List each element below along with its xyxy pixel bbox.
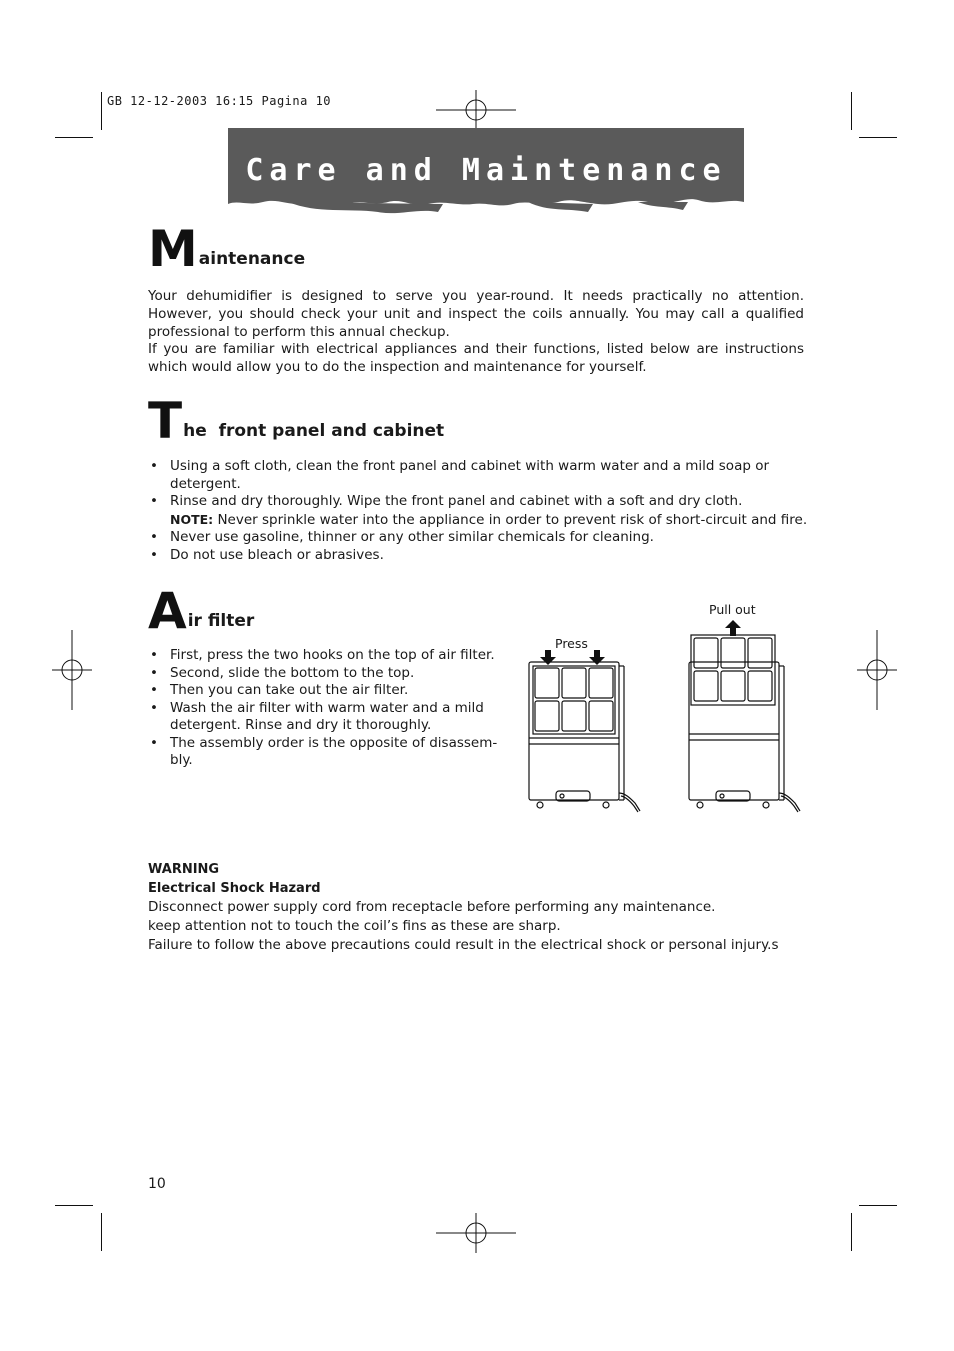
list-item [148,547,808,565]
registration-mark-icon [436,90,516,130]
warning-title: WARNING [148,862,220,877]
warning-line: Failure to follow the above precautions could result in the electrical shock or personal injury.s [148,937,779,953]
drop-cap: M [148,220,198,278]
list-item-text: Using a soft cloth, clean the front panel and cabinet with warm water and a mild soap or detergent. [170,458,770,492]
bullet-icon: • [150,546,158,563]
bullet-list [148,647,503,770]
figure-label-press: Press [555,636,588,651]
arrow-down-icon [540,650,605,665]
bullet-icon: • [150,458,158,474]
list-item [148,493,808,511]
bullet-icon: • [150,647,158,663]
section-heading-text: he front panel and cabinet [183,421,445,441]
list-item [148,700,503,735]
crop-mark-icon [859,1205,897,1206]
bullet-icon: • [150,734,158,751]
paragraph: If you are familiar with electrical appliances and their functions, listed below are instructions which would allow you to do the inspection and maintenance for yourself. [148,341,804,375]
drop-cap: T [148,392,183,450]
page-title: Care and Maintenance [245,153,727,188]
list-item-text: First, press the two hooks on the top of air filter. [170,647,495,663]
drop-cap: A [148,582,187,640]
warning-block [148,860,828,955]
crop-mark-icon [851,1213,852,1251]
crop-mark-icon [851,92,852,130]
warning-line: keep attention not to touch the coil’s fins as these are sharp. [148,918,561,934]
figure-label-pull-out: Pull out [709,602,756,617]
section-heading-air-filter [148,582,255,640]
bullet-icon: • [150,699,158,716]
list-item [148,529,808,547]
list-item [148,665,503,683]
warning-subtitle: Electrical Shock Hazard [148,881,321,896]
registration-mark-icon [52,630,92,710]
crop-mark-icon [859,137,897,138]
bullet-icon: • [150,529,158,545]
paragraph: Your dehumidifier is designed to serve you year-round. It needs practically no attention. However, you should check your unit and inspect the coils annually. You may call a qualified professional to perform this annual checkup. [148,288,804,340]
crop-mark-icon [101,1213,102,1251]
dehumidifier-pull-out-illustration [680,618,805,813]
print-slug: GB 12-12-2003 16:15 Pagina 10 [107,94,332,108]
note-text: Never sprinkle water into the appliance in order to prevent risk of short-circuit and fire. [213,511,808,528]
note-label: NOTE: [170,511,214,527]
registration-mark-icon [857,630,897,710]
list-item-text: Rinse and dry thoroughly. Wipe the front panel and cabinet with a soft and dry cloth. [170,493,743,509]
list-item-text: Second, slide the bottom to the top. [170,664,415,681]
dehumidifier-press-illustration [520,648,645,813]
list-item-text: Never use gasoline, thinner or any other similar chemicals for cleaning. [170,529,654,545]
bullet-icon: • [150,664,158,681]
section-heading-front-panel [148,392,445,450]
crop-mark-icon [55,1205,93,1206]
arrow-up-icon [725,620,741,636]
crop-mark-icon [101,92,102,130]
warning-line: Disconnect power supply cord from receptacle before performing any maintenance. [148,899,716,915]
list-item-text: Wash the air filter with warm water and a mild detergent. Rinse and dry it thoroughly. [170,699,484,733]
section-heading-maintenance [148,220,306,278]
list-item [148,735,503,770]
registration-mark-icon [436,1213,516,1253]
crop-mark-icon [55,137,93,138]
section-heading-text: aintenance [198,249,306,269]
list-item [148,647,503,665]
page-number: 10 [148,1176,166,1192]
list-item-text: The assembly order is the opposite of disassem-bly. [170,734,498,768]
list-item-text: Then you can take out the air filter. [170,682,409,698]
bullet-icon: • [150,493,158,509]
list-item [148,682,503,700]
list-item-text: Do not use bleach or abrasives. [170,546,384,563]
note-line [148,511,808,530]
list-item [148,458,808,493]
section-heading-text: ir filter [187,611,255,631]
bullet-list [148,458,808,564]
bullet-icon: • [150,682,158,698]
